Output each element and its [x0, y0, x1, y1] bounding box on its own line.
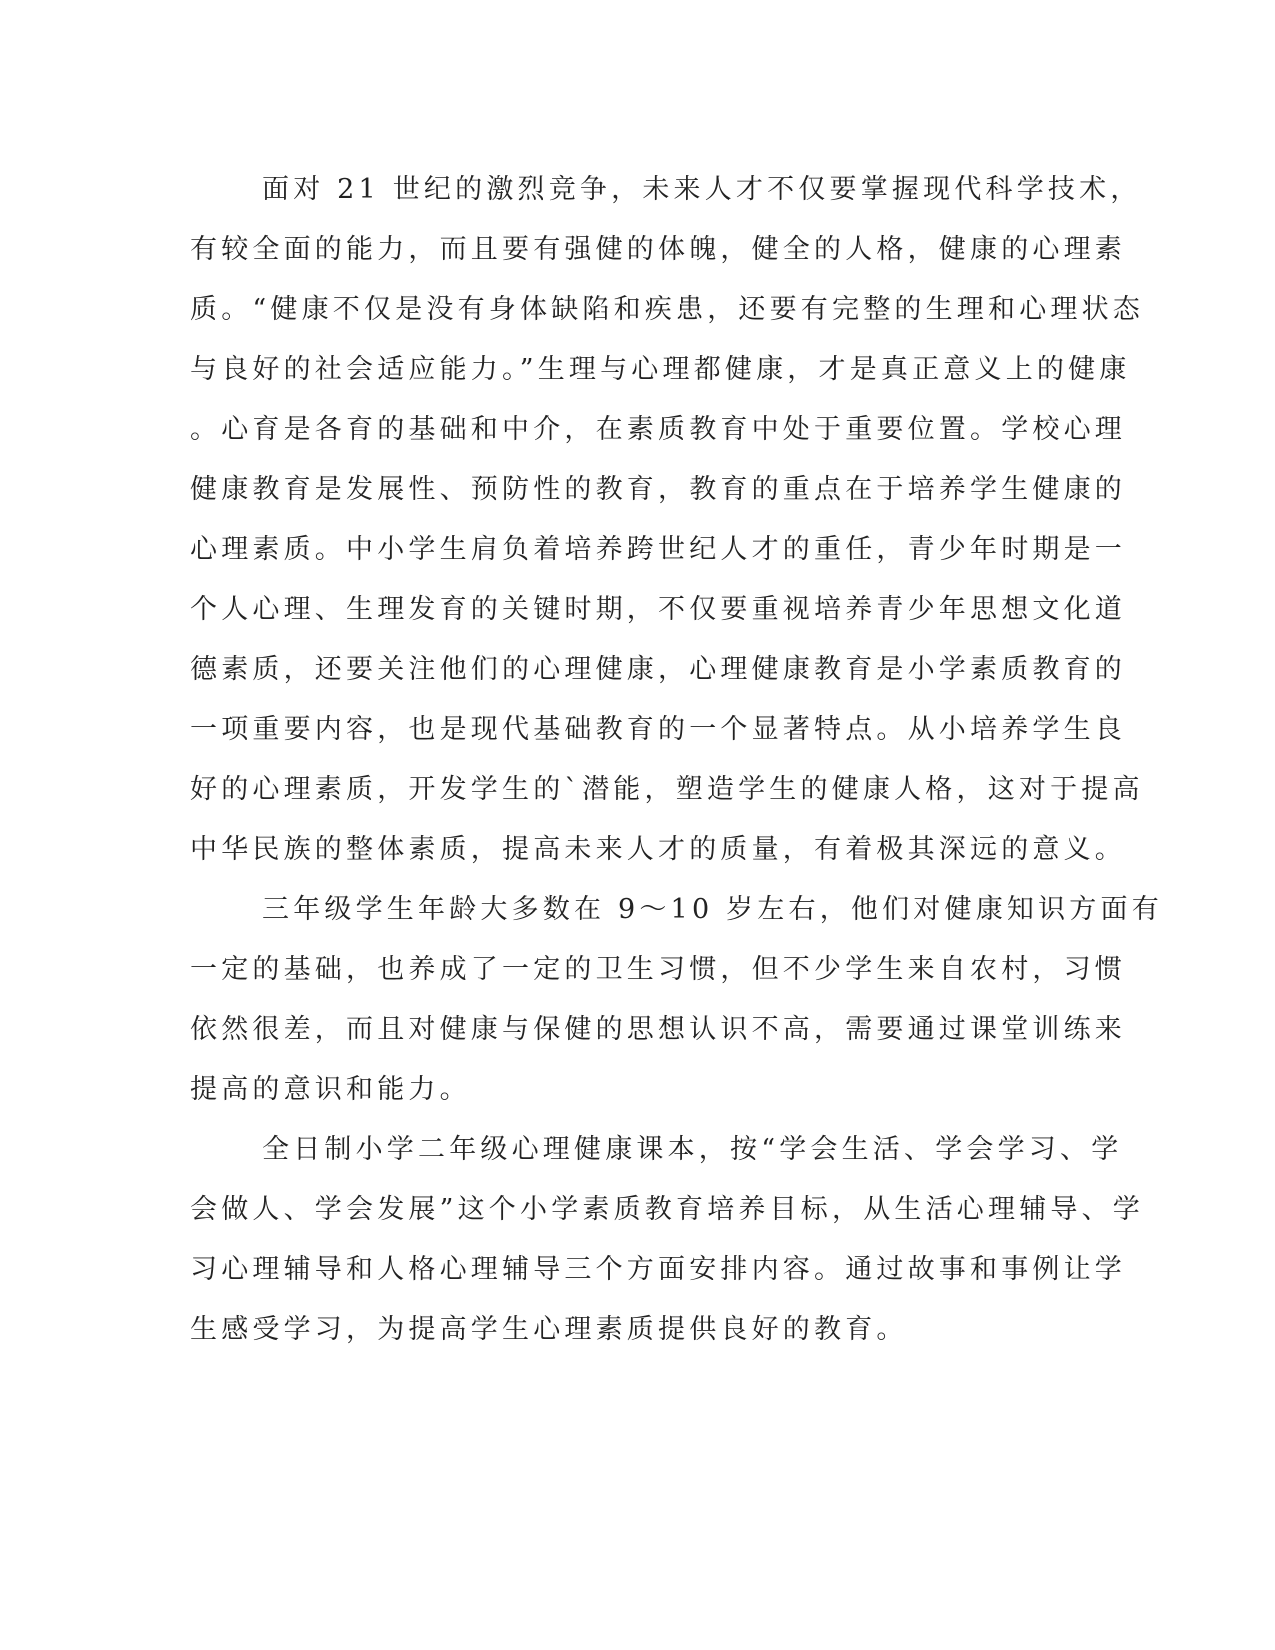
- paragraph-2: [190, 880, 1163, 1120]
- text-line: 质。“健康不仅是没有身体缺陷和疾患，还要有完整的生理和心理状态: [190, 294, 1145, 325]
- document-body: [190, 160, 1163, 1360]
- text-line: 一项重要内容，也是现代基础教育的一个显著特点。从小培养学生良: [190, 714, 1126, 745]
- text-line: 。心育是各育的基础和中介，在素质教育中处于重要位置。学校心理: [190, 414, 1126, 445]
- text-line: 一定的基础，也养成了一定的卫生习惯，但不少学生来自农村，习惯: [190, 954, 1126, 985]
- text-line: 会做人、学会发展”这个小学素质教育培养目标，从生活心理辅导、学: [190, 1194, 1145, 1225]
- text-line: 有较全面的能力，而且要有强健的体魄，健全的人格，健康的心理素: [190, 234, 1126, 265]
- text-line: 与良好的社会适应能力。”生理与心理都健康，才是真正意义上的健康: [190, 354, 1131, 385]
- text-line: 心理素质。中小学生肩负着培养跨世纪人才的重任，青少年时期是一: [190, 534, 1126, 565]
- text-line: 习心理辅导和人格心理辅导三个方面安排内容。通过故事和事例让学: [190, 1254, 1126, 1285]
- text-line: 提高的意识和能力。: [190, 1074, 471, 1105]
- text-line: 面对 21 世纪的激烈竞争，未来人才不仅要掌握现代科学技术，: [262, 174, 1142, 205]
- paragraph-1: [190, 160, 1145, 880]
- text-line: 依然很差，而且对健康与保健的思想认识不高，需要通过课堂训练来: [190, 1014, 1126, 1045]
- text-line: 全日制小学二年级心理健康课本，按“学会生活、学会学习、学: [262, 1134, 1123, 1165]
- text-line: 好的心理素质，开发学生的`潜能，塑造学生的健康人格，这对于提高: [190, 774, 1144, 805]
- text-line: 生感受学习，为提高学生心理素质提供良好的教育。: [190, 1314, 908, 1345]
- text-line: 中华民族的整体素质，提高未来人才的质量，有着极其深远的意义。: [190, 834, 1126, 865]
- text-line: 德素质，还要关注他们的心理健康，心理健康教育是小学素质教育的: [190, 654, 1126, 685]
- text-line: 健康教育是发展性、预防性的教育，教育的重点在于培养学生健康的: [190, 474, 1126, 505]
- paragraph-3: [190, 1120, 1145, 1360]
- text-line: 个人心理、生理发育的关键时期，不仅要重视培养青少年思想文化道: [190, 594, 1126, 625]
- text-line: 三年级学生年龄大多数在 9～10 岁左右，他们对健康知识方面有: [262, 894, 1163, 925]
